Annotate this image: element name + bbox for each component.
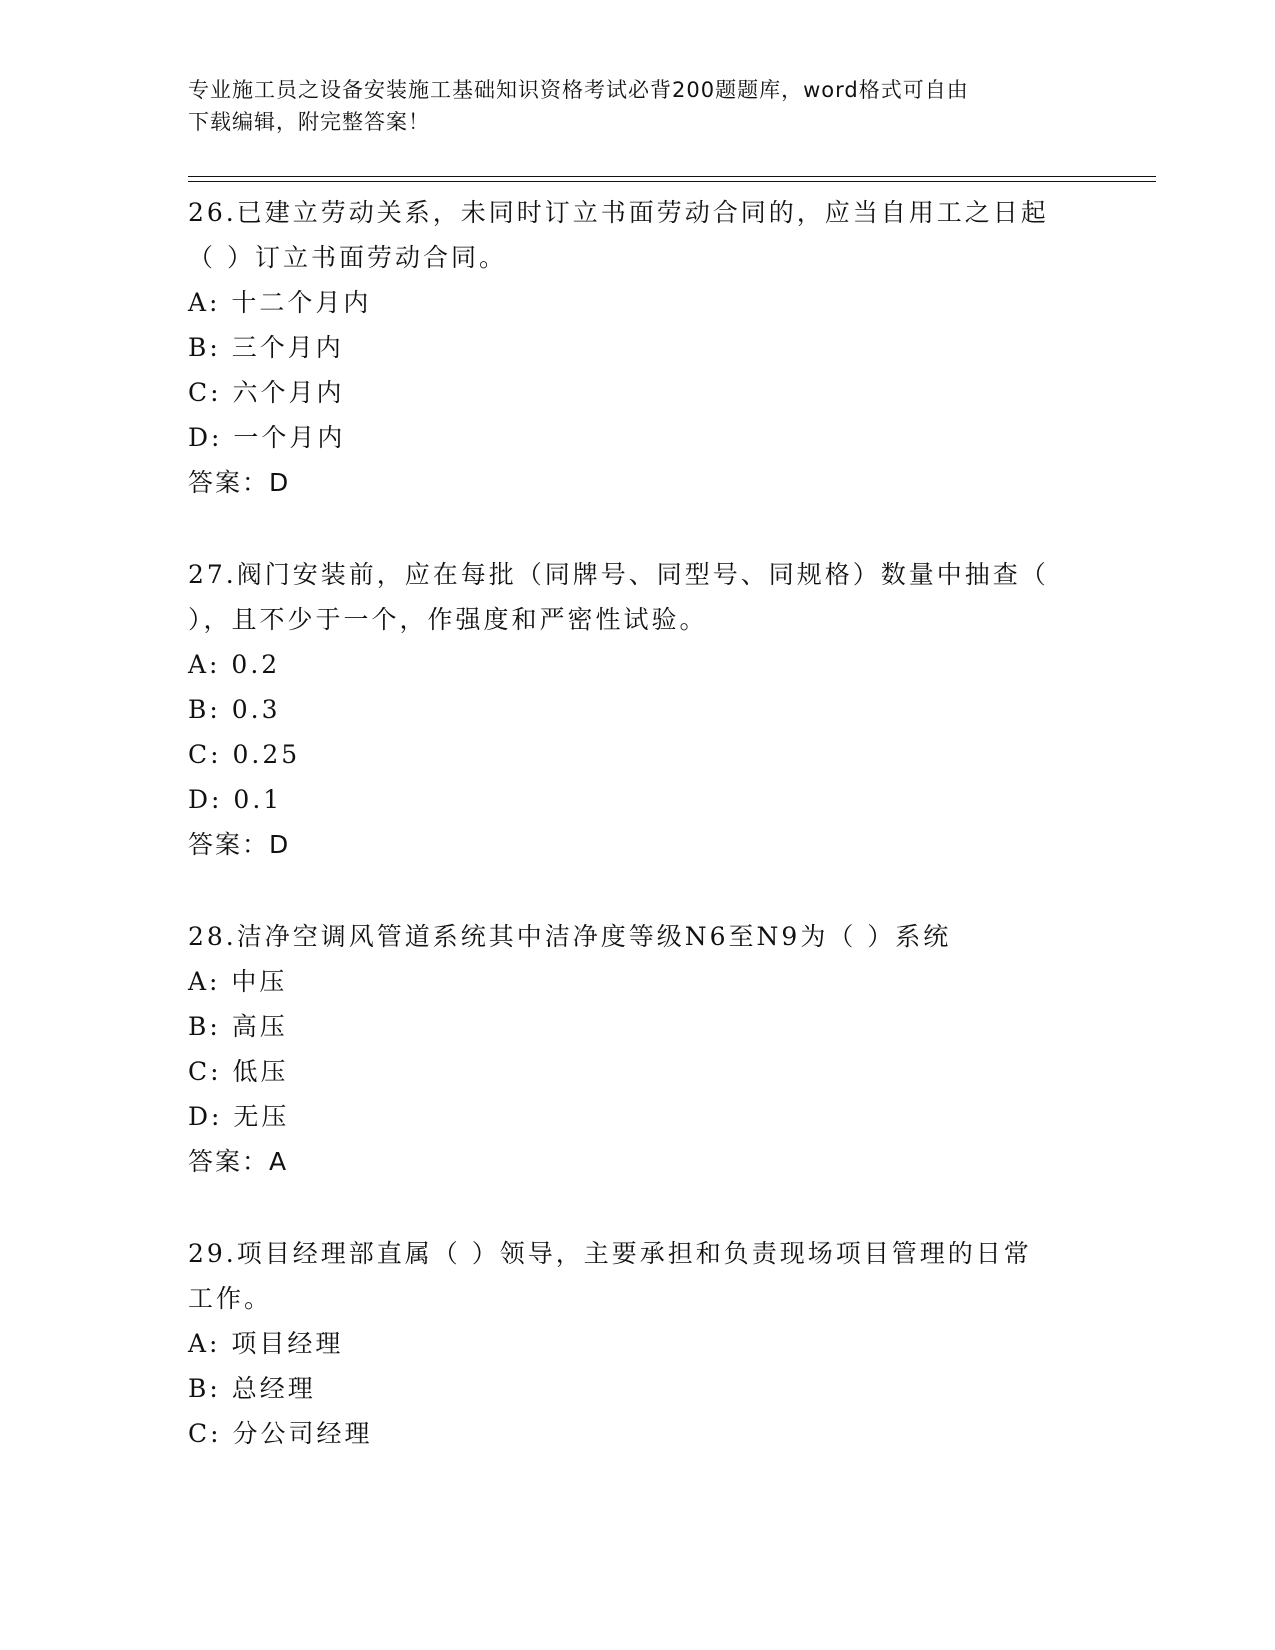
header-divider-bottom (188, 181, 1156, 182)
option-c: C: 六个月内 (188, 378, 345, 407)
question-28 (188, 914, 1088, 1185)
option-c: C: 分公司经理 (188, 1419, 373, 1448)
header-line-1: 专业施工员之设备安装施工基础知识资格考试必背200题题库，word格式可自由 (188, 78, 969, 102)
question-26 (188, 190, 1088, 506)
question-27 (188, 552, 1088, 868)
answer: 答案：D (188, 468, 291, 497)
option-a: A: 项目经理 (188, 1329, 344, 1358)
question-stem-continued: （ ）订立书面劳动合同。 (188, 243, 507, 272)
option-a: A: 中压 (188, 967, 288, 996)
option-d: D: 无压 (188, 1102, 290, 1131)
option-c: C: 低压 (188, 1057, 289, 1086)
option-a: A: 十二个月内 (188, 288, 372, 317)
question-stem: 29.项目经理部直属（ ）领导，主要承担和负责现场项目管理的日常 (188, 1239, 1032, 1268)
option-b: B: 0.3 (188, 695, 281, 724)
option-b: B: 高压 (188, 1012, 288, 1041)
option-c: C: 0.25 (188, 740, 301, 769)
option-d: D: 0.1 (188, 785, 283, 814)
answer: 答案：A (188, 1147, 289, 1176)
question-stem-continued: ），且不少于一个，作强度和严密性试验。 (188, 605, 708, 634)
question-stem: 28.洁净空调风管道系统其中洁净度等级N6至N9为（ ）系统 (188, 922, 952, 951)
option-a: A: 0.2 (188, 650, 281, 679)
question-list (188, 190, 1088, 1502)
option-d: D: 一个月内 (188, 423, 346, 452)
answer: 答案：D (188, 830, 291, 859)
header-line-2: 下载编辑，附完整答案！ (188, 110, 430, 134)
question-29 (188, 1231, 1088, 1456)
question-stem-continued: 工作。 (188, 1284, 273, 1313)
option-b: B: 三个月内 (188, 333, 344, 362)
option-b: B: 总经理 (188, 1374, 316, 1403)
question-stem: 27.阀门安装前，应在每批（同牌号、同型号、同规格）数量中抽查（ (188, 560, 1049, 589)
question-stem: 26.已建立劳动关系，未同时订立书面劳动合同的，应当自用工之日起 (188, 198, 1049, 227)
document-header (188, 74, 1068, 138)
header-divider-top (188, 176, 1156, 177)
